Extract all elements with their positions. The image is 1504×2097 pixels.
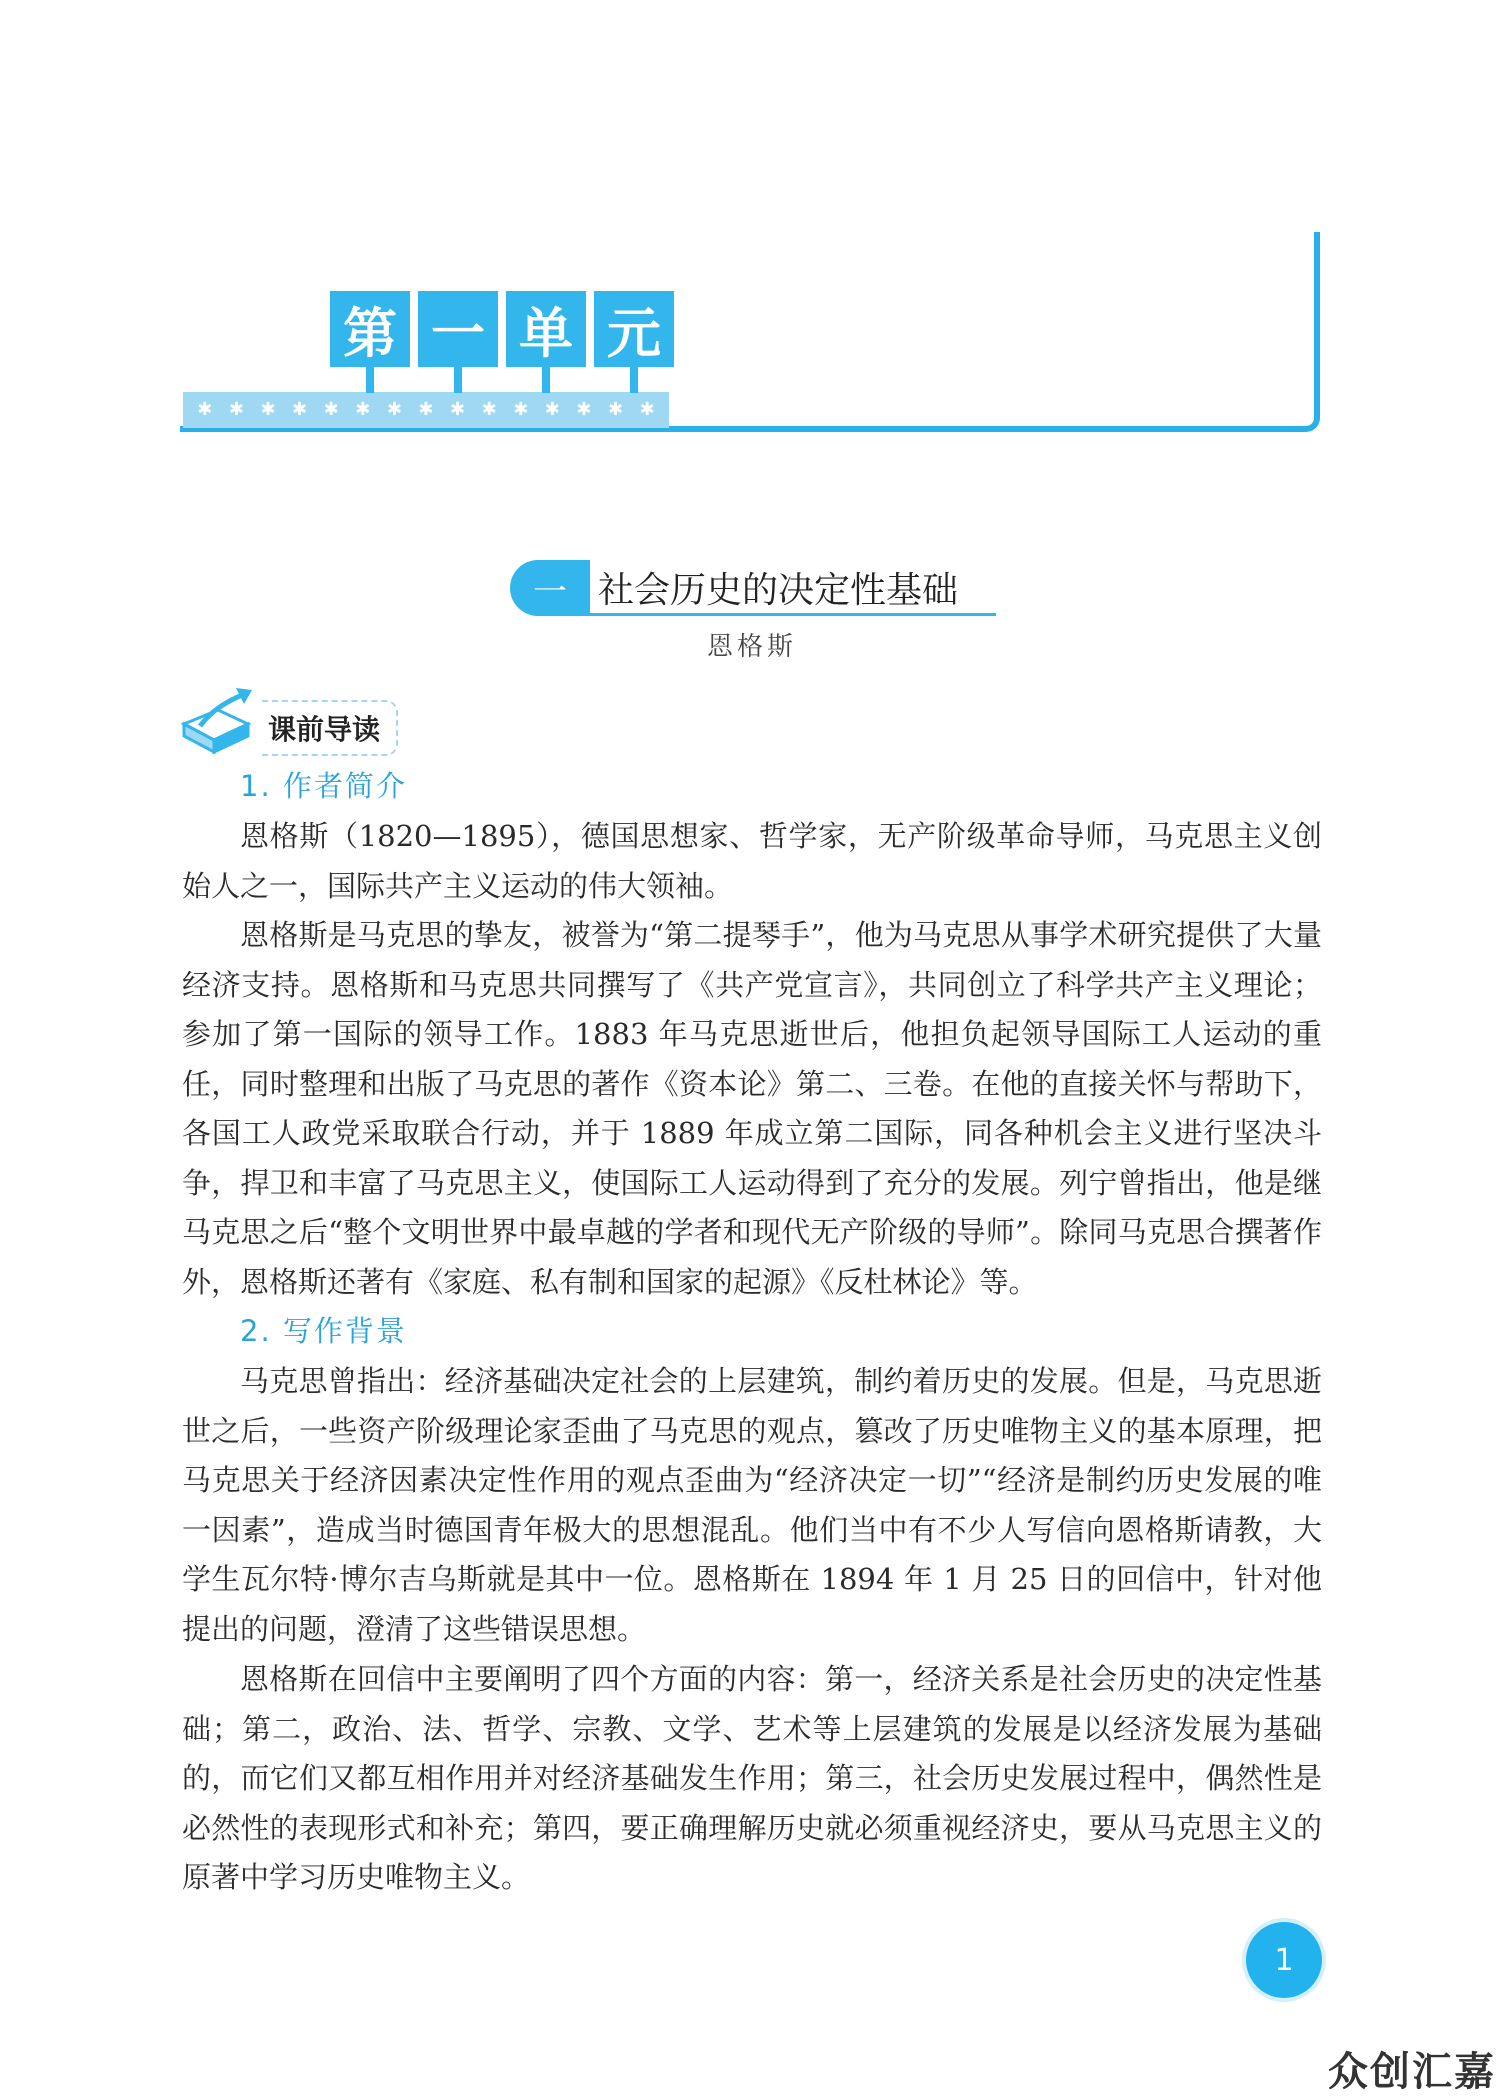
unit-title-char: 一 — [418, 291, 498, 367]
star-icon: ✱ — [513, 399, 529, 420]
unit-title-stem — [454, 367, 462, 393]
lesson-author: 恩格斯 — [706, 632, 797, 662]
star-icon: ✱ — [355, 399, 371, 420]
lesson-title-underline — [590, 613, 996, 616]
star-icon: ✱ — [228, 399, 244, 420]
unit-title-stem — [366, 367, 374, 393]
watermark: 众创汇嘉 — [1328, 2049, 1496, 2095]
unit-title-char: 元 — [594, 291, 674, 367]
lesson-title — [510, 560, 996, 616]
lesson-number: 一 — [510, 560, 590, 616]
unit-title-char: 单 — [506, 291, 586, 367]
star-icon: ✱ — [639, 399, 655, 420]
unit-title-stem — [542, 367, 550, 393]
star-icon: ✱ — [386, 399, 402, 420]
star-icon: ✱ — [323, 399, 339, 420]
star-icon: ✱ — [418, 399, 434, 420]
unit-title-char: 第 — [330, 291, 410, 367]
star-icon: ✱ — [576, 399, 592, 420]
star-band — [183, 392, 669, 428]
lesson-title-text: 社会历史的决定性基础 — [598, 570, 959, 611]
subsection-heading: 2. 写作背景 — [240, 1314, 407, 1348]
page-number: 1 — [1246, 1922, 1322, 1998]
star-icon: ✱ — [481, 399, 497, 420]
star-icon: ✱ — [450, 399, 466, 420]
star-icon: ✱ — [292, 399, 308, 420]
star-icon: ✱ — [197, 399, 213, 420]
paragraph: 恩格斯（1820—1895），德国思想家、哲学家，无产阶级革命导师，马克思主义创始人之一，国际共产主义运动的伟大领袖。 — [182, 819, 1322, 903]
subsection-heading: 1. 作者简介 — [240, 769, 407, 803]
section-label: 课前导读 — [262, 700, 398, 756]
star-icon: ✱ — [544, 399, 560, 420]
paragraph: 恩格斯是马克思的挚友，被誉为“第二提琴手”，他为马克思从事学术研究提供了大量经济支持。恩格斯和马克思共同撰写了《共产党宣言》，共同创立了科学共产主义理论；参加了第一国际的领导工作。1883 年马克思逝世后，他担负起领导国际工人运动的重任，同时整理和出版了马克思的著作《资本论》第二、三卷。在他的直接关怀与帮助下，各国工人政党采取联合行动，并于 1889 年成立第二国际，同各种机会主义进行坚决斗争，捍卫和丰富了马克思主义，使国际工人运动得到了充分的发展。列宁曾指出，他是继马克思之后“整个文明世界中最卓越的学者和现代无产阶级的导师”。除同马克思合撰著作外，恩格斯还著有《家庭、私有制和国家的起源》《反杜林论》等。 — [182, 918, 1322, 1299]
unit-title-stem — [630, 367, 638, 393]
star-icon: ✱ — [260, 399, 276, 420]
star-icon: ✱ — [607, 399, 624, 420]
paragraph: 恩格斯在回信中主要阐明了四个方面的内容：第一，经济关系是社会历史的决定性基础；第二，政治、法、哲学、宗教、文学、艺术等上层建筑的发展是以经济发展为基础的，而它们又都互相作用并对经济基础发生作用；第三，社会历史发展过程中，偶然性是必然性的表现形式和补充；第四，要正确理解历史就必须重视经济史，要从马克思主义的原著中学习历史唯物主义。 — [182, 1662, 1322, 1894]
unit-header-frame-tip — [1314, 232, 1320, 240]
paragraph: 马克思曾指出：经济基础决定社会的上层建筑，制约着历史的发展。但是，马克思逝世之后，一些资产阶级理论家歪曲了马克思的观点，篡改了历史唯物主义的基本原理，把马克思关于经济因素决定性作用的观点歪曲为“经济决定一切”“经济是制约历史发展的唯一因素”，造成当时德国青年极大的思想混乱。他们当中有不少人写信向恩格斯请教，大学生瓦尔特·博尔吉乌斯就是其中一位。恩格斯在 1894 年 1 月 25 日的回信中，针对他提出的问题，澄清了这些错误思想。 — [182, 1364, 1322, 1646]
